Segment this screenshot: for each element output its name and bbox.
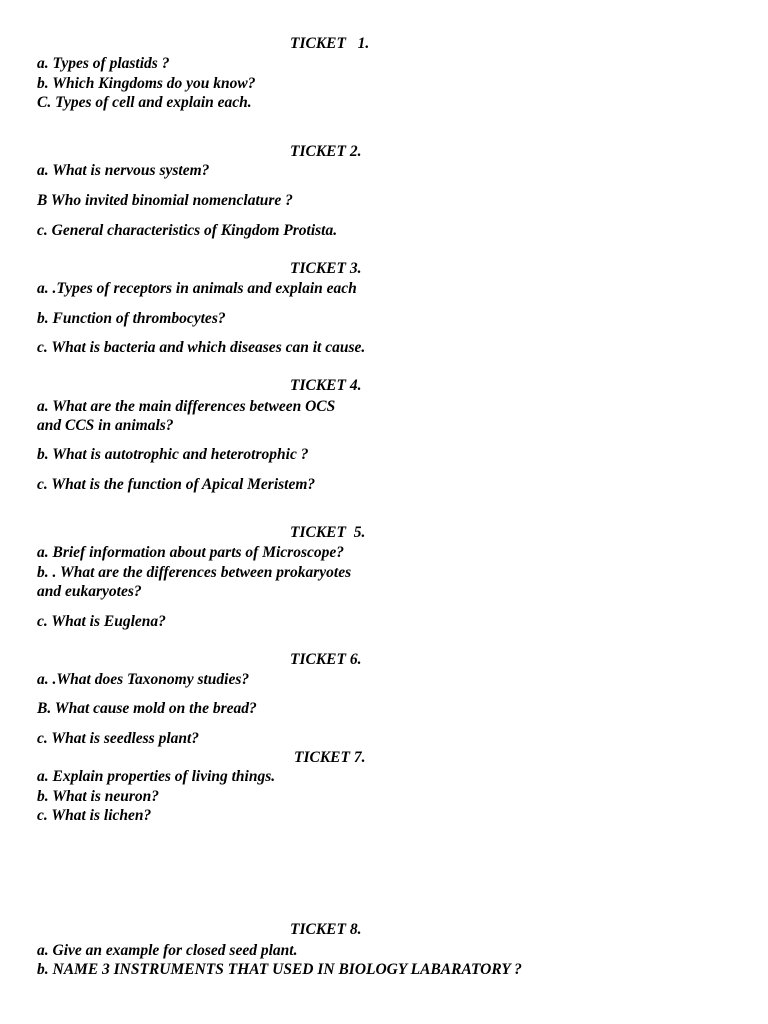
ticket-5-question-a: a. Brief information about parts of Microscope?	[37, 544, 345, 561]
ticket-3-question-b: b. Function of thrombocytes?	[37, 310, 226, 327]
ticket-3-question-a: a. .Types of receptors in animals and explain each	[37, 280, 357, 297]
ticket-7-question-c: c. What is lichen?	[37, 807, 152, 824]
ticket-6-question-b: B. What cause mold on the bread?	[37, 700, 257, 717]
ticket-7-question-b: b. What is neuron?	[37, 788, 160, 805]
ticket-1-title: TICKET 1.	[290, 35, 370, 52]
ticket-8-question-a: a. Give an example for closed seed plant.	[37, 942, 298, 959]
ticket-7-title: TICKET 7.	[294, 749, 366, 766]
ticket-6-question-c: c. What is seedless plant?	[37, 730, 200, 747]
ticket-3-question-c: c. What is bacteria and which diseases can it cause.	[37, 339, 366, 356]
ticket-4-title: TICKET 4.	[290, 377, 362, 394]
ticket-4-question-b: b. What is autotrophic and heterotrophic ?	[37, 446, 309, 463]
ticket-4-question-a: a. What are the main differences between OCS and CCS in animals?	[37, 398, 336, 434]
ticket-2-question-c: c. General characteristics of Kingdom Protista.	[37, 222, 338, 239]
ticket-5-question-c: c. What is Euglena?	[37, 613, 166, 630]
ticket-2-question-b: B Who invited binomial nomenclature ?	[37, 192, 293, 209]
ticket-3-title: TICKET 3.	[290, 260, 362, 277]
ticket-1-question-c: C. Types of cell and explain each.	[37, 94, 252, 111]
ticket-6-title: TICKET 6.	[290, 651, 362, 668]
ticket-4-question-c: c. What is the function of Apical Meristem?	[37, 476, 316, 493]
ticket-1-question-a: a. Types of plastids ?	[37, 55, 170, 72]
ticket-6-question-a: a. .What does Taxonomy studies?	[37, 671, 250, 688]
ticket-8-question-b: b. NAME 3 INSTRUMENTS THAT USED IN BIOLOGY LABARATORY ?	[37, 961, 522, 978]
ticket-5-question-b: b. . What are the differences between prokaryotes and eukaryotes?	[37, 564, 352, 600]
ticket-7-question-a: a. Explain properties of living things.	[37, 768, 276, 785]
ticket-8-title: TICKET 8.	[290, 921, 362, 938]
ticket-2-title: TICKET 2.	[290, 143, 362, 160]
ticket-5-title: TICKET 5.	[290, 524, 366, 541]
ticket-1-question-b: b. Which Kingdoms do you know?	[37, 75, 256, 92]
ticket-2-question-a: a. What is nervous system?	[37, 162, 210, 179]
